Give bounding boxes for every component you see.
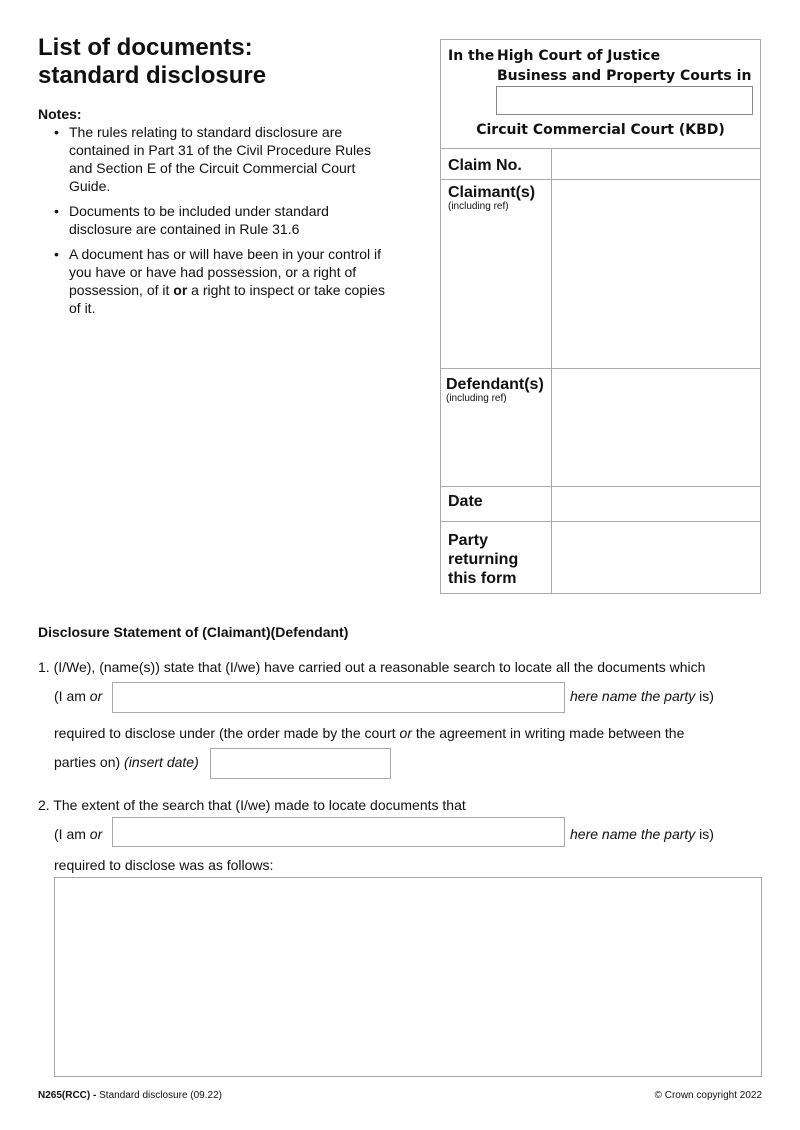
statement-1-line2: required to disclose under (the order made by the court or the agreement in writing made between the	[54, 725, 685, 741]
note-text: A document has or will have been in your control if you have or have had possession, or a right of possession, of it	[69, 246, 382, 298]
statement-2-line2: required to disclose was as follows:	[54, 857, 274, 873]
party-label-line: Party	[448, 532, 489, 549]
note-item: • Documents to be included under standard disclosure are contained in Rule 31.6	[54, 202, 394, 238]
title-line-2: standard disclosure	[38, 62, 267, 89]
court-business-property: Business and Property Courts in	[497, 68, 752, 84]
notes-heading: Notes:	[38, 106, 82, 122]
court-division: Circuit Commercial Court (KBD)	[476, 122, 725, 138]
claimants-label: Claimant(s)	[448, 184, 536, 201]
note-item: • The rules relating to standard disclosure are contained in Part 31 of the Civil Procedure Rules and Section E of the Circuit Commercial Court Guide.	[54, 123, 394, 195]
court-location-field[interactable]	[496, 86, 753, 115]
claimants-field[interactable]	[552, 180, 760, 368]
court-name: High Court of Justice	[497, 48, 661, 64]
or-text: or	[89, 688, 103, 704]
claimants-sublabel: (including ref)	[448, 201, 509, 212]
search-extent-field[interactable]	[54, 877, 762, 1077]
statement-2-iam: (I am or	[54, 826, 103, 842]
statement-1-iam: (I am or	[54, 688, 103, 704]
statement-1-name-party: here name the party is)	[570, 688, 714, 704]
order-date-field[interactable]	[210, 748, 391, 779]
party-returning-field[interactable]	[552, 522, 760, 593]
statement-2-name-party: here name the party is)	[570, 826, 714, 842]
party-label-line: this form	[448, 570, 517, 587]
or-text: or	[399, 725, 412, 741]
claim-no-field[interactable]	[552, 149, 760, 179]
insert-date-text: (insert date)	[124, 754, 199, 770]
note-text: a right to inspect or take copies of it.	[69, 282, 385, 316]
note-bold-text: or	[173, 282, 188, 298]
party-label-line: returning	[448, 551, 519, 568]
defendants-sublabel: (including ref)	[446, 393, 507, 404]
form-code: N265(RCC) - Standard disclosure (09.22)	[38, 1090, 222, 1101]
party-name-field-2[interactable]	[112, 817, 565, 847]
claim-no-label: Claim No.	[448, 157, 522, 174]
statement-2-text: 2. The extent of the search that (I/we) made to locate documents that	[38, 797, 466, 813]
date-field[interactable]	[552, 487, 760, 521]
copyright-notice: © Crown copyright 2022	[654, 1090, 762, 1101]
defendants-label: Defendant(s)	[446, 376, 544, 393]
party-name-field-1[interactable]	[112, 682, 565, 713]
page-title	[38, 34, 266, 90]
disclosure-statement-heading: Disclosure Statement of (Claimant)(Defendant)	[38, 624, 349, 640]
or-text: or	[89, 826, 103, 842]
note-item	[54, 245, 394, 317]
court-in-the-label: In the	[448, 48, 495, 64]
statement-1-line3: parties on) (insert date)	[54, 754, 199, 770]
notes-list	[54, 123, 394, 324]
party-returning-label	[448, 531, 518, 588]
title-line-1: List of documents:	[38, 34, 253, 61]
defendants-field[interactable]	[552, 369, 760, 486]
date-label: Date	[448, 493, 483, 510]
statement-1-text: 1. (I/We), (name(s)) state that (I/we) have carried out a reasonable search to locate all the documents which	[38, 659, 706, 675]
